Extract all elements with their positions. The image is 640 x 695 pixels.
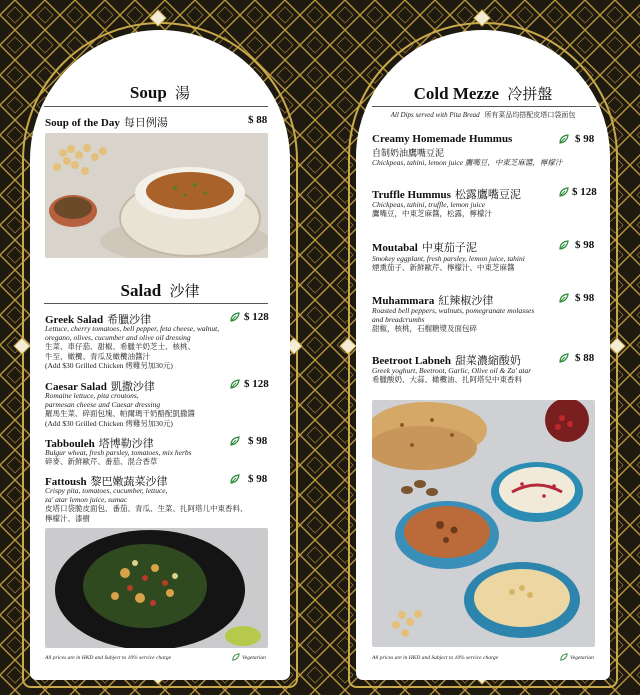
fattoush-cn: 黎巴嫩蔬菜沙律 xyxy=(90,476,168,488)
vegetarian-leaf-icon xyxy=(230,312,240,322)
caesar-salad-cn: 凱撒沙律 xyxy=(110,381,155,393)
vegetarian-leaf-icon xyxy=(232,653,240,661)
caesar-desc-cn-1: 羅馬生菜、碎面包塊、帕爾瑪干奶酪配凱撒醬 xyxy=(45,409,195,419)
vegetarian-leaf-icon xyxy=(230,379,240,389)
salad-title-rule xyxy=(44,303,268,304)
soup-of-day-cn: 每日例湯 xyxy=(123,117,168,129)
beetroot-labneh-desc xyxy=(372,366,597,384)
greek-desc-en-2: oregano, olives, cucumber and olive oil dressing xyxy=(45,333,191,343)
greek-salad-cn: 希臘沙律 xyxy=(107,314,152,326)
soup-of-day-name xyxy=(45,114,168,130)
subtitle-en: All Dips served with Pita Bread xyxy=(390,111,480,119)
fattoush-desc-en-2: za' atar lemon juice, sumac xyxy=(45,495,128,505)
fattoush-desc-cn-1: 皮塔口袋脆皮面包、番茄、青瓜、生菜、扎阿塔儿中東香料、 xyxy=(45,504,248,514)
vegetarian-leaf-icon xyxy=(559,240,569,250)
salad-title-en: Salad xyxy=(120,281,162,300)
fattoush-price: $ 98 xyxy=(248,473,268,485)
salad-photo xyxy=(45,528,268,648)
tabbouleh-desc-en: Bulgur wheat, fresh parsley, tomatoes, mix herbs xyxy=(45,448,192,457)
soup-of-day-price: $ 88 xyxy=(248,114,268,126)
greek-addon: (Add $30 Grilled Chicken 烤雞另加30元) xyxy=(45,360,173,370)
fattoush-desc-en-1: Crispy pita, tomatoes, cucumber, lettuce, xyxy=(45,486,168,495)
vegetarian-leaf-icon xyxy=(559,353,569,363)
moutabal-en: Moutabal xyxy=(372,242,418,254)
muhammara-desc xyxy=(372,306,597,334)
soup-title-en: Soup xyxy=(129,83,167,102)
greek-salad-en: Greek Salad xyxy=(45,314,104,326)
muhammara-desc-en-2: and breadcrumbs xyxy=(372,315,425,325)
muhammara-en: Muhammara xyxy=(372,295,435,307)
cold-mezze-subtitle xyxy=(356,110,610,120)
muhammara-cn: 紅辣椒沙律 xyxy=(438,295,494,307)
truffle-desc-en: Chickpeas, tahini, truffle, lemon juice xyxy=(372,200,486,209)
tabbouleh-desc-cn: 碎麥、新鮮歐芹、番茄、混合香草 xyxy=(45,457,158,467)
diamond-ornament-icon xyxy=(609,338,625,354)
beetroot-labneh-price: $ 88 xyxy=(575,352,595,364)
caesar-salad-desc xyxy=(45,391,260,428)
soup-section-title xyxy=(30,82,290,103)
soup-title-rule xyxy=(44,106,268,107)
diamond-ornament-icon xyxy=(340,338,356,354)
muhammara-price: $ 98 xyxy=(575,292,595,304)
salad-section-title xyxy=(30,280,290,301)
diamond-ornament-icon xyxy=(150,10,166,26)
soup-of-day-en: Soup of the Day xyxy=(45,117,120,129)
soup-photo xyxy=(45,133,268,258)
vegetarian-leaf-icon xyxy=(230,436,240,446)
diamond-ornament-icon xyxy=(474,10,490,26)
right-footer-veg-label: Vegetarian xyxy=(570,655,594,661)
muhammara-desc-en-1: Roasted bell peppers, walnuts, pomegranate molasses xyxy=(372,306,535,315)
fattoush-en: Fattoush xyxy=(45,476,87,488)
salad-title-cn: 沙律 xyxy=(169,284,200,300)
truffle-hummus-en: Truffle Hummus xyxy=(372,189,451,201)
greek-salad-desc xyxy=(45,324,260,370)
cold-mezze-title-en: Cold Mezze xyxy=(413,84,500,103)
hummus-price: $ 98 xyxy=(575,133,595,145)
subtitle-cn: 所有菜品均搭配皮塔口袋面包 xyxy=(484,111,576,119)
cold-mezze-title-cn: 冷拼盤 xyxy=(507,87,553,103)
greek-desc-cn-1: 生菜、車仔茄、甜椒、希臘羊奶芝士、核桃、 xyxy=(45,342,195,352)
tabbouleh-en: Tabbouleh xyxy=(45,438,95,450)
hummus-desc xyxy=(372,158,597,167)
fattoush-desc-cn-2: 檸檬汁、漆樹 xyxy=(45,513,90,523)
caesar-desc-en-2: parmesan cheese and Caesar dressing xyxy=(45,400,161,410)
vegetarian-leaf-icon xyxy=(230,474,240,484)
caesar-desc-en-1: Romaine lettuce, pita croutons, xyxy=(45,391,139,400)
beetroot-labneh-cn: 甜菜濃縮酸奶 xyxy=(454,355,521,367)
fattoush-desc xyxy=(45,486,263,523)
tabbouleh-desc xyxy=(45,448,260,466)
right-footer-note: All prices are in HKD and Subject to 10% service charge xyxy=(372,655,499,661)
tabbouleh-price: $ 98 xyxy=(248,435,268,447)
moutabal-name xyxy=(372,239,477,255)
left-footer-veg-label: Vegetarian xyxy=(242,655,266,661)
greek-desc-en-1: Lettuce, cherry tomatoes, bell pepper, feta cheese, walnut, xyxy=(45,324,220,333)
beetroot-desc-en: Greek yoghurt, Beetroot, Garlic, Olive oil & Za' atar xyxy=(372,366,532,375)
mezze-photo xyxy=(372,400,595,647)
diamond-ornament-icon xyxy=(14,338,30,354)
vegetarian-leaf-icon xyxy=(559,134,569,144)
moutabal-price: $ 98 xyxy=(575,239,595,251)
truffle-hummus-cn: 松露鷹嘴豆泥 xyxy=(454,189,521,201)
hummus-cn: 自制奶油鷹嘴豆泥 xyxy=(372,148,445,158)
left-footer-note: All prices are in HKD and Subject to 10% service charge xyxy=(45,655,172,661)
greek-salad-price: $ 128 xyxy=(244,311,269,323)
soup-title-cn: 湯 xyxy=(175,86,191,102)
truffle-hummus-price: $ 128 xyxy=(572,186,597,198)
truffle-hummus-desc xyxy=(372,200,597,218)
cold-mezze-rule xyxy=(372,106,596,107)
moutabal-desc-en: Smokey eggplant, fresh parsley, lemon juice, tahini xyxy=(372,254,525,263)
vegetarian-leaf-icon xyxy=(559,293,569,303)
caesar-salad-en: Caesar Salad xyxy=(45,381,107,393)
greek-desc-cn-2: 牛至、橄欖、青瓜及橄欖油醬汁 xyxy=(45,351,150,361)
hummus-name: Creamy Homemade Hummus xyxy=(372,133,513,145)
beetroot-desc-cn: 希臘酸奶、大蒜、橄欖油、扎阿塔兒中東香料 xyxy=(372,375,522,385)
vegetarian-leaf-icon xyxy=(560,653,568,661)
truffle-desc-cn: 鷹嘴豆，中東芝麻醬，松露，檸檬汁 xyxy=(372,209,492,219)
beetroot-labneh-en: Beetroot Labneh xyxy=(372,355,451,367)
caesar-addon: (Add $30 Grilled Chicken 烤雞另加30元) xyxy=(45,418,173,428)
moutabal-desc-cn: 煙熏茄子、新鮮歐芹、檸檬汁、中東芝麻醬 xyxy=(372,263,515,273)
vegetarian-leaf-icon xyxy=(559,187,569,197)
moutabal-desc xyxy=(372,254,597,272)
moutabal-cn: 中東茄子泥 xyxy=(421,242,477,254)
muhammara-desc-cn: 甜椒，核桃，石榴糖漿及面包碎 xyxy=(372,324,477,334)
hummus-desc-en: Chickpeas, tahini, lemon juice 鷹嘴豆，中東芝麻醬，檸檬汁 xyxy=(372,158,563,167)
cold-mezze-title xyxy=(356,83,610,104)
caesar-salad-price: $ 128 xyxy=(244,378,269,390)
tabbouleh-cn: 塔博勒沙律 xyxy=(98,438,154,450)
